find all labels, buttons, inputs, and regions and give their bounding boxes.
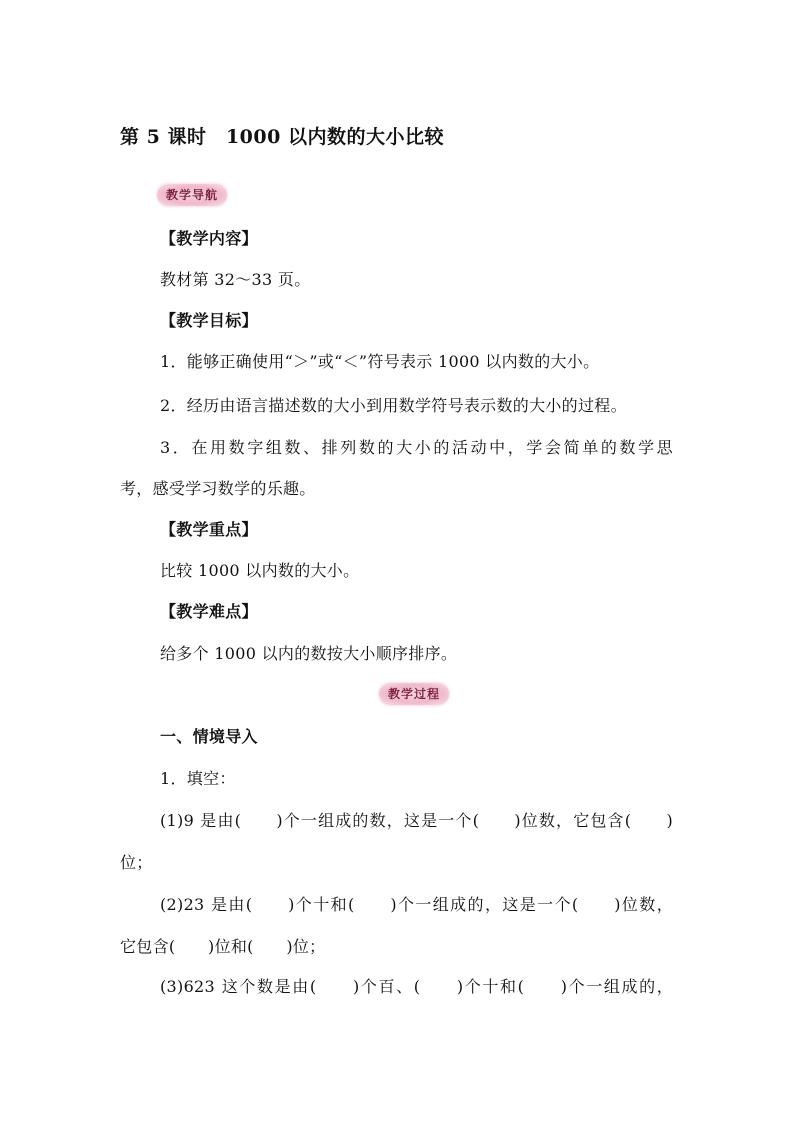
section-intro-heading: 一、情境导入 [160,727,258,746]
goal-2: 2．经历由语言描述数的大小到用数学符号表示数的大小的过程。 [160,396,627,415]
lesson-title: 第 5 课时 1000 以内数的大小比较 [120,126,444,148]
key-points-heading: 【教学重点】 [160,520,258,539]
goal-1: 1．能够正确使用“＞”或“＜”符号表示 1000 以内数的大小。 [160,352,600,371]
question-1-line-1: (1)9 是由( )个一组成的数，这是一个( )位数，它包含( ) [160,811,673,830]
teaching-process-badge: 教学过程 [379,683,449,705]
difficulties-text: 给多个 1000 以内的数按大小顺序排序。 [160,644,458,663]
goal-3-line-2: 考，感受学习数学的乐趣。 [120,479,316,498]
exercise-1-label: 1．填空： [160,769,236,788]
question-2-line-1: (2)23 是由( )个十和( )个一组成的，这是一个( )位数， [160,895,673,914]
question-2-line-2: 它包含( )位和( )位； [120,937,326,956]
teaching-navigation-badge: 教学导航 [157,184,227,206]
teaching-goals-heading: 【教学目标】 [160,311,258,330]
goal-3-line-1: 3．在用数字组数、排列数的大小的活动中，学会简单的数学思 [160,438,673,457]
question-3-line-1: (3)623 这个数是由( )个百、( )个十和( )个一组成的， [160,977,673,996]
difficulties-heading: 【教学难点】 [160,602,258,621]
teaching-content-heading: 【教学内容】 [160,229,258,248]
teaching-content-text: 教材第 32～33 页。 [160,270,311,289]
key-points-text: 比较 1000 以内数的大小。 [160,561,360,580]
question-1-line-2: 位； [120,853,153,872]
